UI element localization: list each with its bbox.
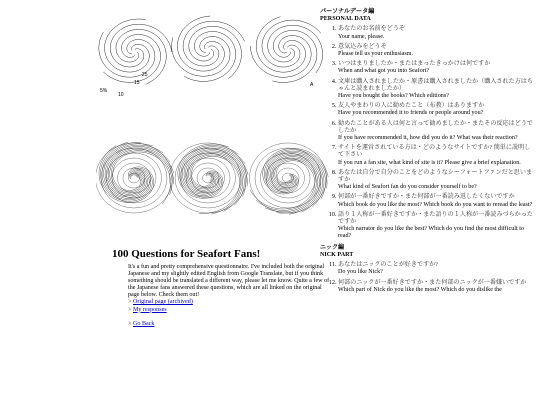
go-back-line: [112, 321, 330, 328]
contour-ring: [175, 148, 241, 208]
question-item: [338, 194, 536, 208]
question-en: What kind of Seafort fan do you consider yourself to be?: [338, 184, 477, 191]
spiral-arm: [183, 21, 245, 66]
contour-ring: [123, 168, 145, 188]
question-en: Which narrator do you like the best? Which do you find the most difficult to read?: [338, 226, 524, 240]
responses-line: [112, 307, 330, 314]
question-item: [338, 103, 536, 117]
spiral-arm: [256, 17, 305, 72]
intro-section: [112, 248, 330, 328]
spiral-arm: [99, 32, 155, 77]
question-jp: 7. サイトを運営されている方は・どのようなサイトですか? 簡単に説明して下さい: [338, 145, 531, 159]
question-jp: 10. 語り１人称が一番好きですか・また語りの１人称が一番読みづらかったですか: [338, 211, 533, 226]
intro-paragraph: It's a fun and pretty comprehensive questionnaire. I've included both the original Japanese and my slightly edited English from Google Translate, but if you think something should be translated a different way, please let me know. Quite a few of the Japanese fans answered these questions, which are all linked on the original page below. Check them out!: [128, 264, 330, 299]
contour-ring: [101, 148, 167, 208]
spiral-arm: [110, 24, 172, 67]
question-en: Have you recommended it to friends or people around you?: [338, 110, 484, 117]
spiral-arm: [186, 151, 246, 197]
contour-ring: [250, 143, 327, 213]
question-en: Have you bought the books? Which editions?: [338, 93, 449, 100]
section-title-jp: ニック編: [320, 244, 345, 251]
question-item: [338, 121, 536, 143]
spiral-arm: [189, 154, 243, 212]
section-header-nick: [320, 245, 536, 259]
contour-ring: [197, 168, 219, 188]
question-item: [338, 79, 536, 101]
contour-ring: [261, 153, 316, 203]
contour-ring: [203, 173, 214, 183]
spiral-arm: [113, 152, 171, 204]
question-item: [338, 26, 536, 40]
spiral-diagram-group: [96, 16, 328, 214]
question-list-personal: [320, 26, 536, 240]
section-header-personal: [320, 9, 536, 23]
diagram-label: 25: [142, 72, 148, 78]
my-responses-link[interactable]: My responses: [132, 306, 167, 313]
spiral-arm: [103, 35, 160, 83]
question-en: Which part of Nick do you like the most? Which do you dislike the: [338, 286, 502, 293]
question-jp: 1. あなたのお名前をどうぞ: [338, 26, 406, 33]
spiral-arm: [256, 159, 316, 210]
diagram-label: 10: [118, 92, 124, 98]
diagram-label: 15: [134, 80, 140, 86]
question-en: When and what got you into Seafort?: [338, 68, 430, 75]
question-item: [338, 61, 536, 75]
contour-ring: [283, 173, 294, 183]
question-jp: 11. あなたはニックのことが好きですか?: [338, 262, 438, 269]
section-title-en: PERSONAL DATA: [320, 16, 371, 23]
question-en: If you run a fan site, what kind of site is it? Please give a brief explanation.: [338, 159, 521, 166]
section-title-jp: パーソナルデータ編: [320, 9, 375, 15]
link-bullet: >: [128, 320, 132, 327]
question-jp: 12. 何部のニックが一番好きですか・また何部のニックが一番嫌いですか: [338, 279, 527, 286]
spiral-arm: [262, 20, 321, 67]
question-en: Which book do you like the most? Which book do you want to reread the least?: [338, 201, 533, 208]
diagram-label: A: [310, 82, 314, 88]
original-page-link[interactable]: Original page (archived): [132, 299, 193, 306]
link-bullet: >: [128, 299, 132, 306]
spiral-arm: [272, 30, 317, 82]
spiral-arm: [187, 152, 244, 205]
page-title: 100 Questions for Seafort Fans!: [112, 248, 261, 260]
question-item: [338, 262, 536, 276]
link-bullet: >: [128, 306, 132, 313]
question-jp: 5. 友人やまわりの人に勧めたこと（布教）はありますか: [338, 103, 485, 110]
spiral-arm: [265, 158, 318, 212]
questionnaire: [320, 9, 536, 297]
spiral-arm: [177, 16, 224, 71]
go-back-link[interactable]: Go Back: [132, 320, 155, 327]
question-jp: 6. 勧めたことがある人は何と言って勧めましたか・またその反応はどうでしたか: [338, 120, 533, 134]
diagram-label: 5%: [100, 88, 108, 94]
question-item: [338, 145, 536, 167]
question-item: [338, 212, 536, 241]
question-item: [338, 280, 536, 294]
question-jp: 3. いつはまりましたか・またはまったきっかけは何ですか: [338, 61, 491, 68]
spiral-arm: [105, 19, 150, 72]
question-jp: 2. 意気込みをどうぞ: [338, 43, 387, 50]
spiral-arm: [99, 146, 154, 203]
question-en: Do you like Nick?: [338, 269, 383, 276]
question-en: Please tell us your enthusiasm.: [338, 51, 413, 58]
question-en: Your name, please.: [338, 33, 385, 40]
question-item: [338, 44, 536, 58]
question-jp: 4. 文庫は購入されましたか・原書は購入されましたか（購入された方はちゃんと読まれましたか）: [338, 78, 533, 92]
spiral-arm: [250, 36, 311, 78]
spiral-arm: [172, 37, 230, 77]
spiral-arm: [184, 31, 236, 81]
contour-ring: [112, 158, 156, 198]
question-list-nick: [320, 262, 536, 294]
question-jp: 9. 何部が一番好きですか・また何部が一番読み返したくないですか: [338, 194, 515, 201]
question-item: [338, 170, 536, 192]
contour-ring: [186, 158, 230, 198]
question-en: If you have recommended it, how did you do it? What was their reaction?: [338, 135, 518, 142]
question-jp: 8. あなたは自分で自分のことをどのようなシーフォートファンだと思いますか: [338, 169, 533, 184]
original-page-line: [112, 299, 330, 306]
section-title-en: NICK PART: [320, 251, 354, 258]
